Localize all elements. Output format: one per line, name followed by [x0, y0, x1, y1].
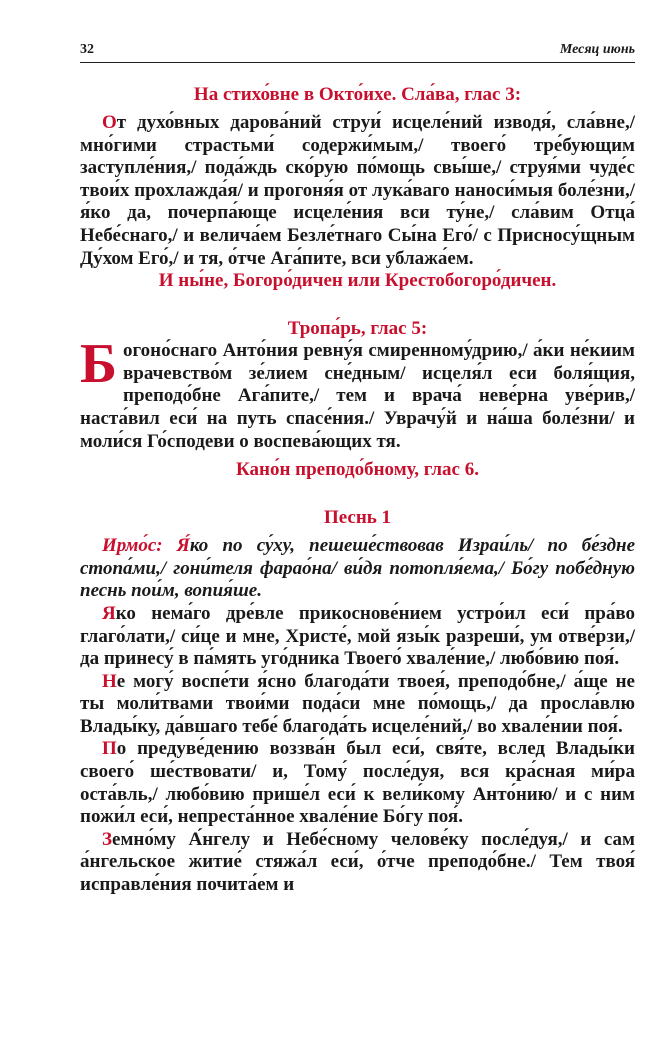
- irmos-initial: Я́: [176, 535, 190, 557]
- irmos: [80, 535, 635, 603]
- stichera-body: т духо́вных дарова́ний струи́ исцеле́ний изводя́, сла́вне,/ мно́гими страстьми́ содержи́мым,/ твоего́ тре́бующим заступле́ния,/ пода́ждь ско́рую по́мощь свы́ше,/ струя́ми чуде́с твои́х прохлажда́я/ и прогоня́я от лука́ваго наноси́мыя боле́зни,/ я́ко да, почерпа́юще исцеле́ния вси ту́не,/ сла́вим Отца́ Небе́снаго,/ и велича́ем Безле́тнаго Сы́на Его́/ с Присносу́щным Ду́хом Его́,/ и тя, о́тче Ага́пите, вси ублажа́ем.: [80, 112, 635, 269]
- troparion-title: Тропа́рь, глас 5:: [287, 318, 428, 340]
- initial-letter: П: [102, 738, 117, 760]
- irmos-text: ко по су́ху, пешеше́ствовав Израи́ль/ по бе́здне стопа́ми,/ гони́теля фарао́на/ ви́дя потопля́ема,/ Бо́гу побе́дную песнь пои́м, вопия́ше.: [80, 535, 635, 602]
- initial-letter: Я: [102, 602, 116, 624]
- stichera-text: [80, 112, 635, 270]
- troparion-4: [80, 829, 635, 897]
- initial-letter: Н: [102, 670, 117, 692]
- page-number: 32: [80, 42, 94, 57]
- troparion-1-text: ко нема́го дре́вле прикоснове́нием устро́ил еси́ пра́во глаго́лати,/ си́це и мне, Христе́, мой язы́к разреши́, ум отве́рзи,/ да принесу́ в па́мять уго́дника Твоего́ хвале́ние,/ любо́вию поя́.: [80, 602, 635, 670]
- running-title: Месяц июнь: [559, 42, 635, 57]
- troparion-text: [80, 333, 635, 453]
- irmos-label: Ирмо́с:: [102, 535, 163, 557]
- initial-letter: О: [102, 112, 117, 133]
- canon-title: Кано́н преподо́бному, глас 6.: [235, 459, 479, 481]
- troparion-3-text: о предуве́дению воззва́н был еси́, свя́те, вслед Влады́ки своего́ ше́ствовати/ и, Тому́ после́дуя, вся кра́сная ми́ра оста́вль,/ любо́вию прише́л еси́ к вели́кому Анто́нию/ и с ним пожи́л еси́, непреста́нное хвале́ние Бо́гу поя́.: [80, 738, 635, 828]
- stichera-title: На стихо́вне в Окто́ихе. Сла́ва, глас 3:: [193, 84, 522, 105]
- troparion-body: огоно́снаго Анто́ния ревну́я смиренному́дрию,/ а́ки не́киим врачевство́м зе́лием сне́дным/ исцеля́л еси боля́щия, преподо́бне Ага́пите,/ тем и врача́ неве́рна уве́рив,/ наста́вил еси́ на путь спасе́ния./ Уврачу́й и на́ша боле́зни/ и моли́ся Го́сподеви о воспева́ющих тя.: [80, 340, 635, 452]
- troparion-4-text: емно́му А́нгелу и Небе́сному челове́ку после́дуя,/ и сам а́нгельское житие́ стяжа́л еси́, о́тче преподо́бне./ Тем твоя́ исправле́ния почита́ем и: [80, 828, 635, 896]
- text-body: [80, 84, 635, 897]
- troparion-2: [80, 671, 635, 739]
- troparion-3: [80, 738, 635, 828]
- ode-title: Песнь 1: [323, 507, 392, 529]
- drop-cap: Б: [80, 333, 118, 396]
- troparion-1: [80, 603, 635, 671]
- running-header: [80, 38, 635, 63]
- troparion-2-text: е могу́ воспе́ти я́сно благода́ти твоея́, преподо́бне,/ а́ще не ты моли́твами твои́ми пода́си мне по́мощь,/ да просла́влю Влады́ку, да́вшаго тебе́ благода́ть исцеле́ний,/ во хвале́нии поя́.: [80, 670, 635, 737]
- initial-letter: З: [102, 828, 113, 850]
- theotokion-rubric: И ны́не, Богоро́дичен или Крестобогоро́дичен.: [158, 270, 557, 292]
